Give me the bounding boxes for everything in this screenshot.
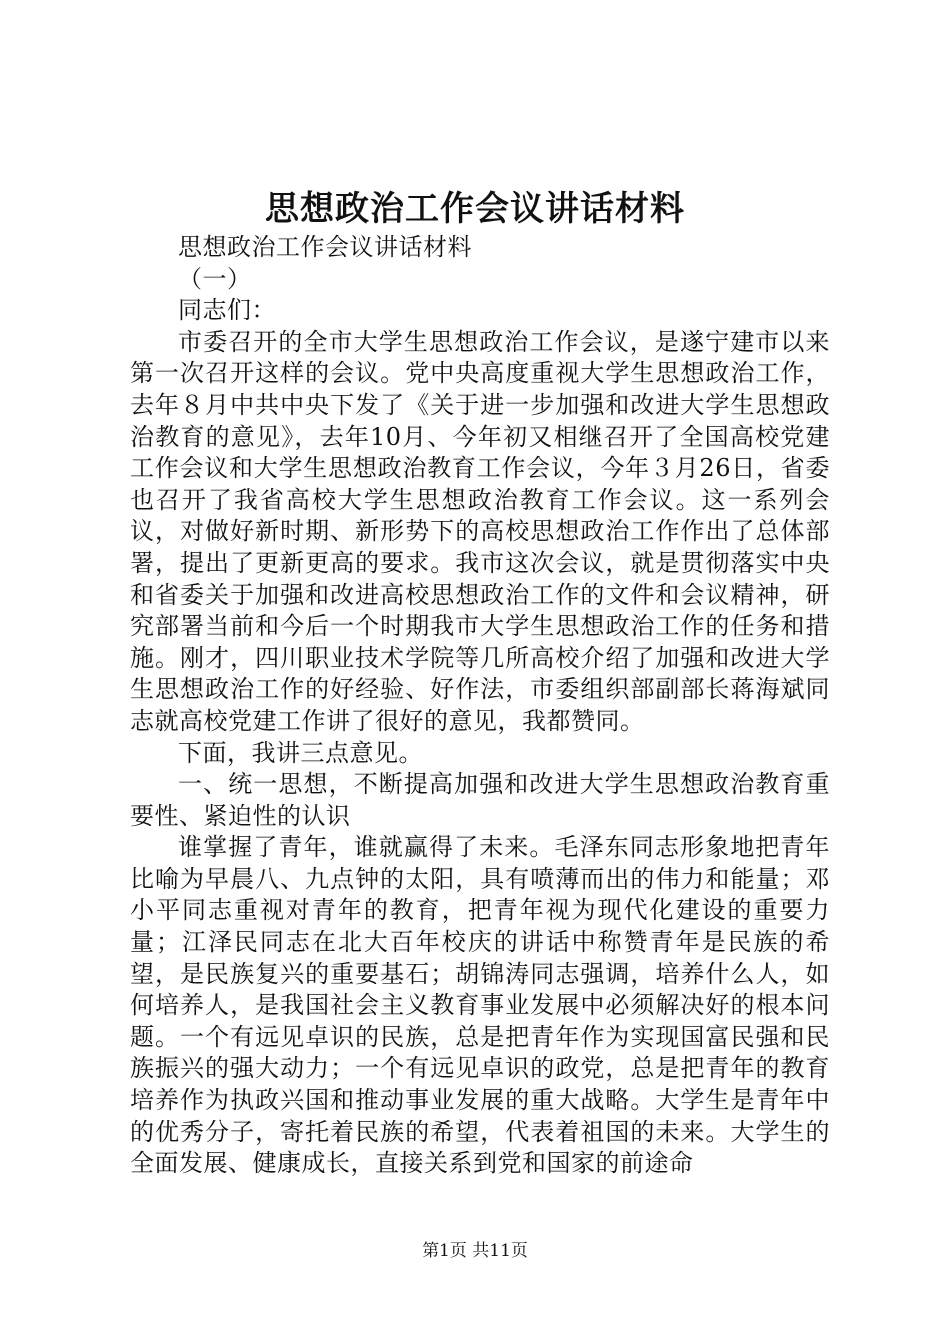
document-title: 思想政治工作会议讲话材料	[265, 189, 685, 229]
subtitle-paragraph: 思想政治工作会议讲话材料	[178, 233, 472, 261]
section-number-paragraph: （一）	[178, 264, 252, 293]
body-paragraph: 下面，我讲三点意见。	[178, 738, 423, 767]
page-footer: 第1页 共11页	[422, 1241, 528, 1261]
body-paragraph: 市委召开的全市大学生思想政治工作会议，是遂宁建市以来第一次召开这样的会议。党中央高度重视大学生思想政治工作，去年８月中共中央下发了《关于进一步加强和改进大学生思想政治教育的意见》，去年10月、今年初又相继召开了全国高校党建工作会议和大学生思想政治教育工作会议，今年３月26日，省委也召开了我省高校大学生思想政治教育工作会议。这一系列会议，对做好新时期、新形势下的高校思想政治工作作出了总体部署，提出了更新更高的要求。我市这次会议，就是贯彻落实中央和省委关于加强和改进高校思想政治工作的文件和会议精神，研究部署当前和今后一个时期我市大学生思想政治工作的任务和措施。刚才，四川职业技术学院等几所高校介绍了加强和改进大学生思想政治工作的好经验、好作法，市委组织部副部长蒋海斌同志就高校党建工作讲了很好的意见，我都赞同。	[130, 327, 830, 735]
document-body	[130, 232, 830, 1180]
section-heading-paragraph: 一、统一思想，不断提高加强和改进大学生思想政治教育重要性、紧迫性的认识	[130, 770, 830, 830]
body-paragraph: 谁掌握了青年，谁就赢得了未来。毛泽东同志形象地把青年比喻为早晨八、九点钟的太阳，具有喷薄而出的伟力和能量；邓小平同志重视对青年的教育，把青年视为现代化建设的重要力量；江泽民同志在北大百年校庆的讲话中称赞青年是民族的希望，是民族复兴的重要基石；胡锦涛同志强调，培养什么人，如何培养人，是我国社会主义教育事业发展中必须解决好的根本问题。一个有远见卓识的民族，总是把青年作为实现国富民强和民族振兴的强大动力；一个有远见卓识的政党，总是把青年的教育培养作为执政兴国和推动事业发展的重大战略。大学生是青年中的优秀分子，寄托着民族的希望，代表着祖国的未来。大学生的全面发展、健康成长，直接关系到党和国家的前途命	[130, 833, 830, 1178]
salutation-paragraph: 同志们：	[178, 296, 276, 325]
